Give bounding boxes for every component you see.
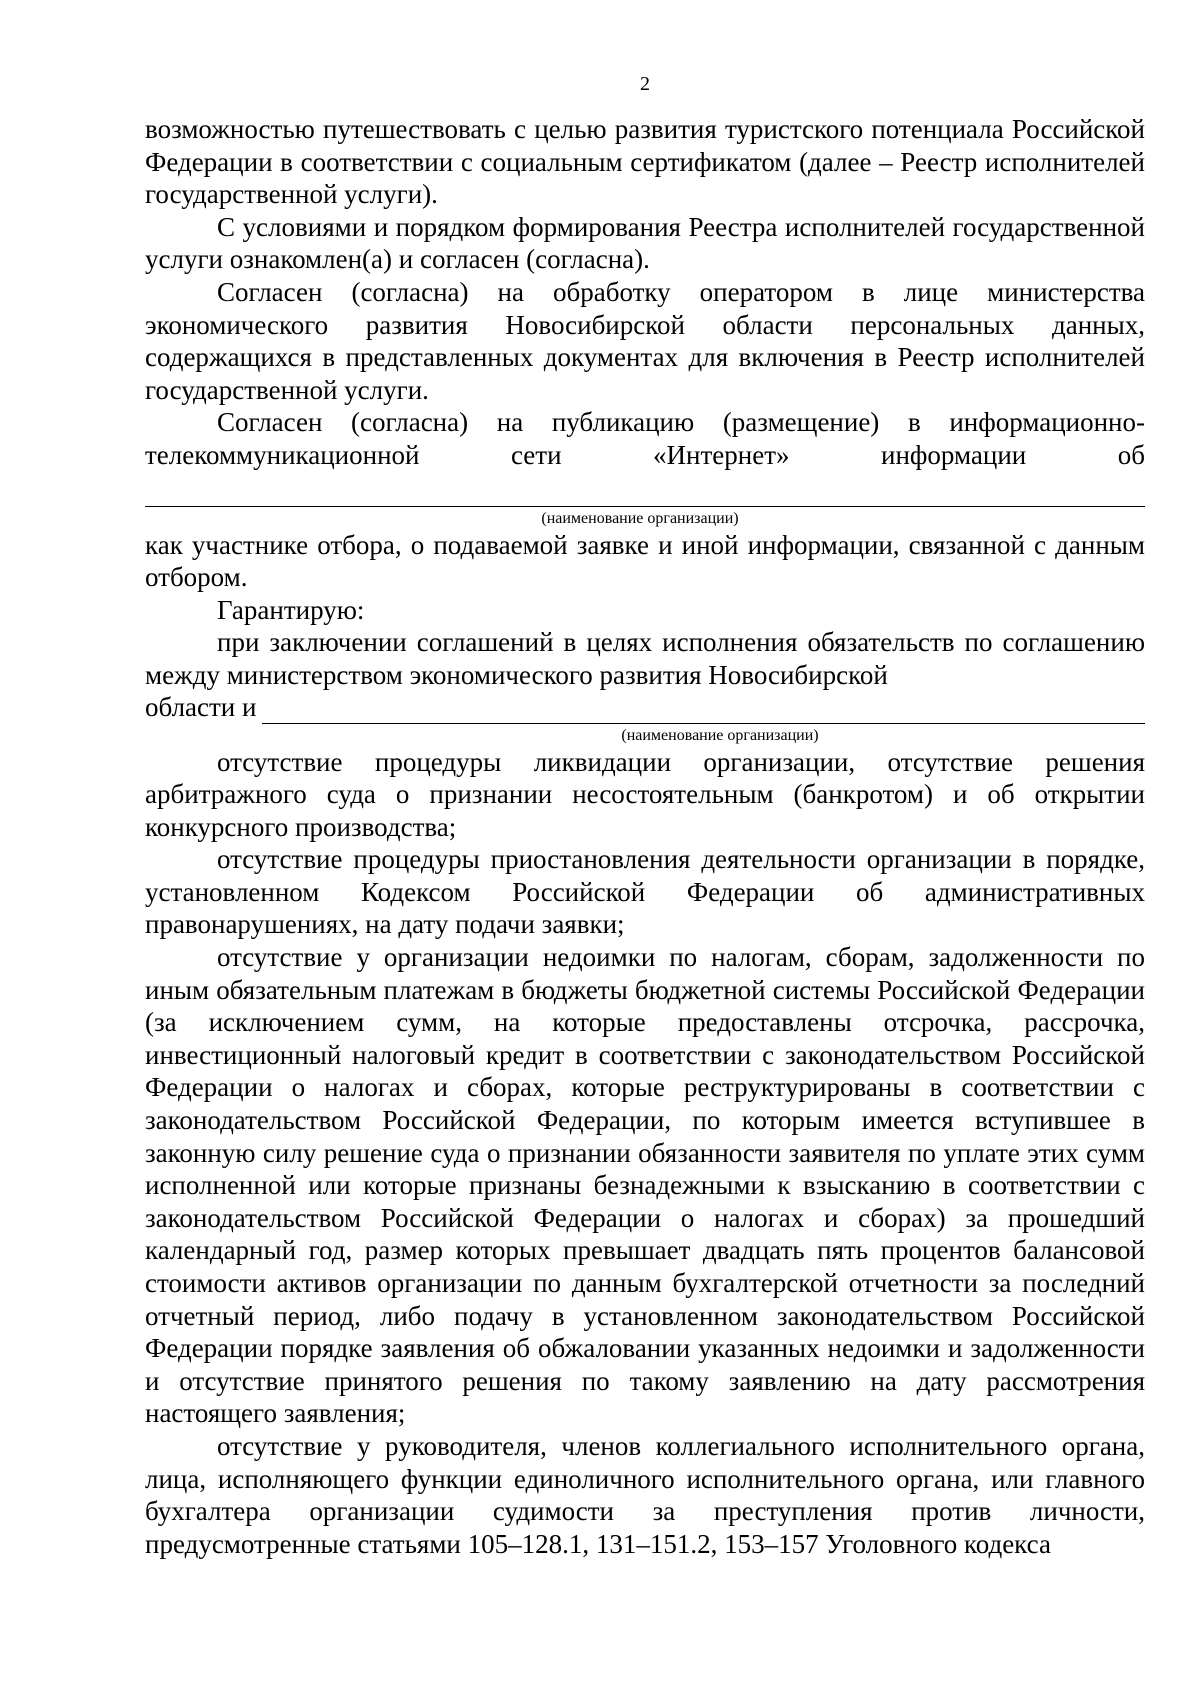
paragraph-participant: как участнике отбора, о подаваемой заявке и иной информации, связанной с данным отбором.: [145, 529, 1145, 593]
organization-name-underline-2: [262, 699, 1145, 724]
agreement-lead-text: области и: [145, 691, 257, 722]
paragraph-no-criminal-record: отсутствие у руководителя, членов коллегиального исполнительного органа, лица, исполняющего функции единоличного исполнительного органа, или главного бухгалтера организации судимости за преступления против личности, предусмотренные статьями 105–128.1, 131–151.2, 153–157 Уголовного кодекса: [145, 1430, 1145, 1559]
page-number: 2: [640, 73, 650, 95]
organization-name-underline-1: [145, 482, 1145, 507]
document-body: [145, 113, 1145, 1560]
paragraph-registry-intro: возможностью путешествовать с целью развития туристского потенциала Российской Федерации в соответствии с социальным сертификатом (далее – Реестр исполнителей государственной услуги).: [145, 114, 1145, 210]
paragraph-agreement: при заключении соглашений в целях исполнения обязательств по соглашению между министерством экономического развития Новосибирской: [145, 627, 1145, 690]
paragraph-publication-consent-line2: телекоммуникационной сети «Интернет» информации об: [145, 439, 1145, 470]
paragraph-no-liquidation: отсутствие процедуры ликвидации организации, отсутствие решения арбитражного суда о признании несостоятельным (банкротом) и об открытии конкурсного производства;: [145, 746, 1145, 842]
organization-name-caption-1: (наименование организации): [541, 509, 739, 527]
paragraph-guarantee-heading: Гарантирую:: [217, 594, 365, 625]
organization-name-blank-2: [145, 692, 1145, 724]
paragraph-publication-consent-line1: Согласен (согласна) на публикацию (размещение) в информационно-: [217, 407, 1145, 438]
paragraph-no-suspension: отсутствие процедуры приостановления деятельности организации в порядке, установленном Кодексом Российской Федерации об административных правонарушениях, на дату подачи заявки;: [145, 844, 1145, 940]
paragraph-no-tax-arrears: отсутствие у организации недоимки по налогам, сборам, задолженности по иным обязательным платежам в бюджеты бюджетной системы Российской Федерации (за исключением сумм, на которые предоставлены отсрочка, рассрочка, инвестиционный налоговый кредит в соответствии с законодательством Российской Федерации о налогах и сборах, которые реструктурированы в соответствии с законодательством Российской Федерации, по которым имеется вступившее в законную силу решение суда о признании обязанности заявителя по уплате этих сумм исполненной или которые признаны безнадежными к взысканию в соответствии с законодательством Российской Федерации о налогах и сборах) за прошедший календарный год, размер которых превышает двадцать пять процентов балансовой стоимости активов организации по данным бухгалтерской отчетности за последний отчетный период, либо подачу в установленном законодательством Российской Федерации порядке заявления об обжаловании указанных недоимки и задолженности и отсутствие принятого решения по такому заявлению на дату рассмотрения настоящего заявления;: [145, 942, 1145, 1429]
organization-name-caption-2: (наименование организации): [621, 726, 819, 744]
paragraph-personal-data-consent: Согласен (согласна) на обработку оператором в лице министерства экономического развития Новосибирской области персональных данных, содержащихся в представленных документах для включения в Реестр исполнителей государственной услуги.: [145, 276, 1145, 405]
organization-name-blank-1: [145, 472, 1145, 507]
paragraph-conditions: С условиями и порядком формирования Реестра исполнителей государственной услуги ознакомлен(а) и согласен (согласна).: [145, 211, 1145, 275]
